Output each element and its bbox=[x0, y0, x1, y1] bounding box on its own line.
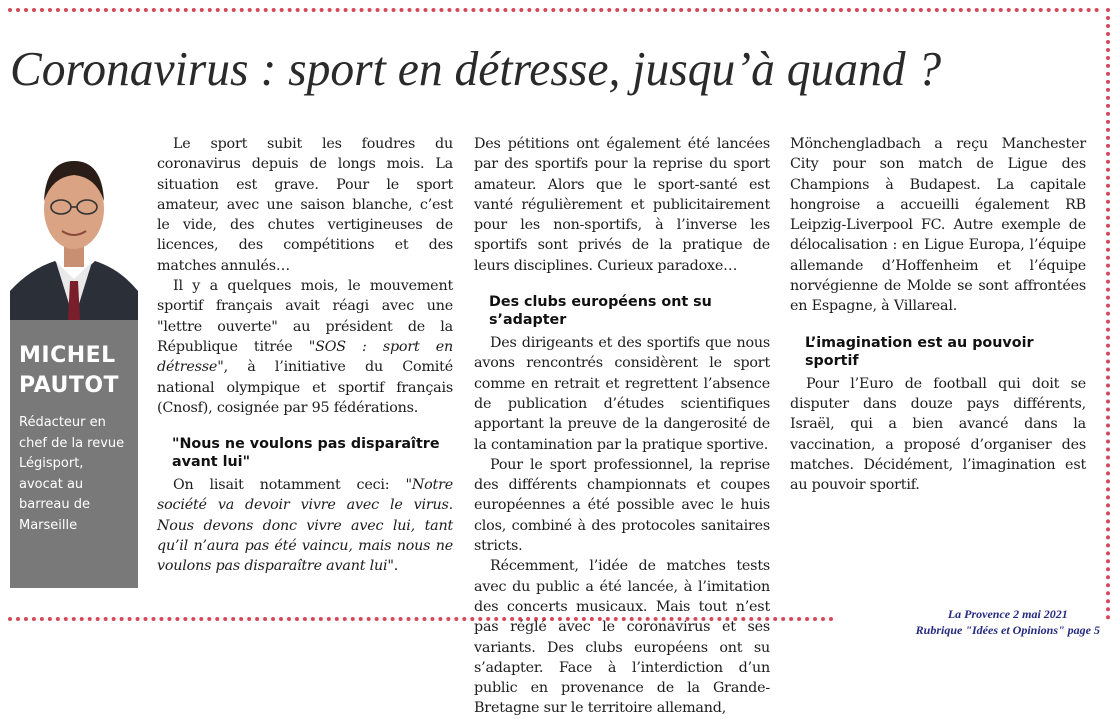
author-portrait bbox=[10, 131, 138, 320]
author-sidebar bbox=[10, 131, 138, 588]
paragraph-open-letter bbox=[157, 276, 453, 418]
text-span: , à l’initiative du Comité national olympique et sportif français (Cnosf), cosignée par 95 fédérations. bbox=[157, 359, 453, 416]
text-span: . bbox=[393, 558, 399, 575]
paragraph-leaders: Des dirigeants et des sportifs que nous avons rencontrés considèrent le sport comme en retrait et regrettent l’absence de publication d’études scientifiques apportant la preuve de la dangerosité de la contamination par la pratique sportive. bbox=[474, 335, 770, 453]
dotted-border-right bbox=[1106, 8, 1110, 620]
paragraph-test-matches: Récemment, l’idée de matches tests avec du public a été lancée, à l’imitation des concerts musicaux. Mais tout n’est pas réglé avec le coronavirus et ses variants. Des clubs européens ont su s’adapter. Face à l’interdiction d’un public en provenance de la Grande-Bretagne sur le territoire allemand, bbox=[474, 558, 770, 717]
subheading-2: Des clubs européens ont su s’adapter bbox=[489, 294, 712, 329]
paragraph-intro: Le sport subit les foudres du coronavirus depuis de longs mois. La situation est grave. Pour le sport amateur, avec une saison blanche, c’est le vide, des chutes vertigineuses de licences, des compétitions et des matches annulés… bbox=[157, 136, 453, 274]
author-name bbox=[19, 341, 119, 401]
quote-span: "SOS : sport en détresse" bbox=[157, 338, 453, 376]
paragraph-euro: Pour l’Euro de football qui doit se disputer dans douze pays différents, Israël, qui a bien avancé dans la vaccination, a proposé d’organiser des matches. Décidément, l’imagination est au pouvoir sportif. bbox=[790, 375, 1086, 494]
credit-line-1: La Provence 2 mai 2021 bbox=[947, 607, 1068, 621]
paragraph-continued: Des pétitions ont également été lancées par des sportifs pour la reprise du sport amateur. Alors que le sport-santé est vanté régulièrement et publicitairement pour les non-sportifs, à l’inverse les sportifs sont privés de la pratique de leurs disciplines. Curieux paradoxe… bbox=[474, 136, 770, 274]
dotted-border-top bbox=[8, 8, 1100, 12]
text-span: Il y a quelques mois, le mouvement sportif français avait réagi avec une "lettre ouverte" au président de la République titrée bbox=[157, 278, 453, 355]
article-headline: Coronavirus : sport en détresse, jusqu’à quand ? bbox=[10, 41, 942, 96]
article-column-1 bbox=[157, 134, 453, 594]
article-column-3 bbox=[790, 134, 1086, 594]
credit-line-2: Rubrique "Idées et Opinions" page 5 bbox=[915, 623, 1100, 637]
article-column-2 bbox=[474, 134, 770, 717]
subheading-3: L’imagination est au pouvoir sportif bbox=[805, 334, 1034, 369]
paragraph-quote bbox=[157, 475, 453, 576]
text-span: On lisait notamment ceci: bbox=[173, 477, 406, 494]
author-role: Rédacteur en chef de la revue Légisport, avocat au barreau de Marseille bbox=[19, 415, 125, 533]
subheading-1: "Nous ne voulons pas disparaître avant lui" bbox=[172, 436, 440, 471]
quote-span: "Notre société va devoir vivre avec le virus. Nous devons donc vivre avec lui, tant qu’il n’aura pas été vaincu, mais nous ne voulons pas disparaître avant lui" bbox=[157, 477, 453, 575]
paragraph-continued: Mönchengladbach a reçu Manchester City pour son match de Ligue des Champions à Budapest. La capitale hongroise a accueilli également RB Leipzig-Liverpool FC. Autre exemple de délocalisation : en Ligue Europa, l’équipe allemande d’Hoffenheim et l’équipe norvégienne de Molde se sont affrontées en Espagne, à Villareal. bbox=[790, 136, 1086, 315]
source-credit bbox=[916, 606, 1100, 638]
author-first-name: MICHEL bbox=[19, 343, 116, 368]
author-last-name: PAUTOT bbox=[19, 373, 120, 398]
paragraph-professional: Pour le sport professionnel, la reprise des différents championnats et coupes européennes a été possible avec le huis clos, combiné à des protocoles sanitaires stricts. bbox=[474, 456, 770, 555]
